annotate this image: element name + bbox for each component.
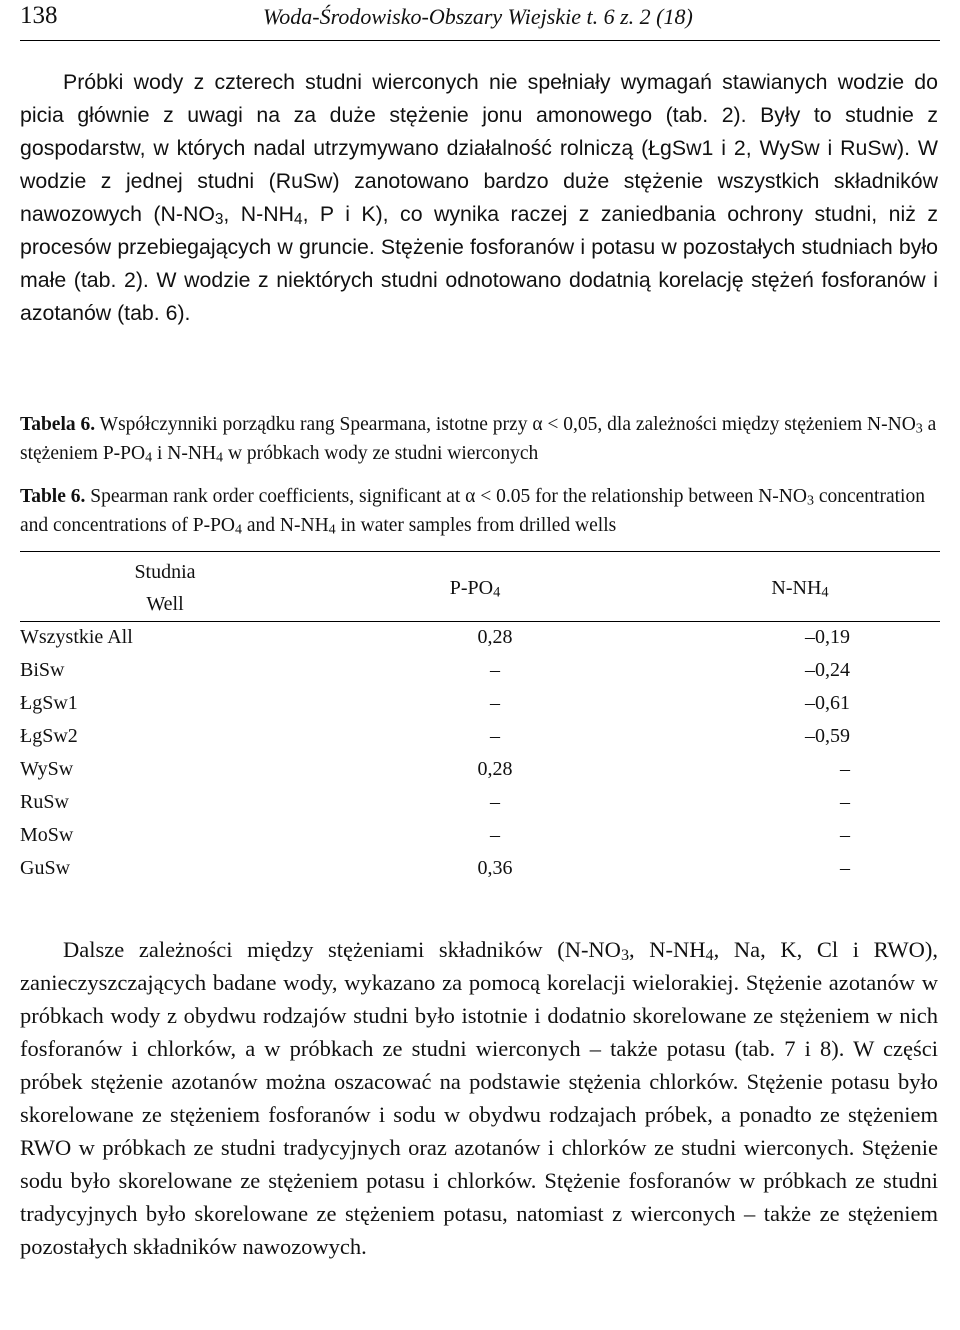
subscript: 4 xyxy=(493,584,501,601)
subscript: 3 xyxy=(915,420,923,437)
cell-nnh4: –0,59 xyxy=(805,725,850,747)
caption-text: w próbkach wody ze studni wierconych xyxy=(223,443,539,464)
cell-ppo4: – xyxy=(490,659,500,681)
table-header-well xyxy=(110,556,220,620)
subscript: 3 xyxy=(806,492,814,509)
subscript: 4 xyxy=(821,584,829,601)
table-header-ppo4 xyxy=(410,572,540,604)
subscript: 4 xyxy=(328,521,336,538)
paragraph-intro xyxy=(20,66,938,330)
subscript: 3 xyxy=(214,210,224,228)
header-text: N-NH xyxy=(771,577,822,599)
cell-ppo4: – xyxy=(490,824,500,846)
caption-text: Współczynniki porządku rang Spearmana, istotne przy α < 0,05, dla zależności między stężeniem N-NO xyxy=(95,414,916,435)
cell-ppo4: – xyxy=(490,791,500,813)
header-text: P-PO xyxy=(449,577,494,599)
cell-ppo4: 0,28 xyxy=(477,626,513,648)
caption-text: and N-NH xyxy=(242,515,329,536)
caption-text: Spearman rank order coefficients, significant at α < 0.05 for the relationship between N-NO xyxy=(85,486,807,507)
caption-text: i N-NH xyxy=(152,443,217,464)
cell-well: MoSw xyxy=(20,824,74,846)
table-row xyxy=(20,621,940,654)
paragraph-text: Próbki wody z czterech studni wierconych nie spełniały wymagań stawianych wodzie do picia głównie z uwagi na za duże stężenie jonu amonowego (tab. 2). Były to studnie z gospodarstw, w których nadal utrzymywano działalność rolniczą (ŁgSw1 i 2, WySw i RuSw). W wodzie z jednej studni (RuSw) zanotowano bardzo duże stężenie wszystkich składników nawozowych (N-NO xyxy=(20,70,938,226)
paragraph-text: , P i K), co wynika raczej z zaniedbania ochrony studni, niż z procesów przebiegających w gruncie. Stężenie fosforanów i potasu w pozostałych studniach było małe (tab. 2). W wodzie z niektórych studni odnotowano dodatnią korelację stężeń fosforanów i azotanów (tab. 6). xyxy=(20,202,938,325)
caption-text: concentration and concentrations of P-PO xyxy=(20,486,925,536)
cell-nnh4: – xyxy=(840,857,850,879)
caption-label: Tabela 6. xyxy=(20,414,96,435)
cell-ppo4: 0,28 xyxy=(477,758,513,780)
page-header xyxy=(20,0,940,41)
cell-nnh4: –0,24 xyxy=(805,659,850,681)
table-row xyxy=(20,654,940,687)
table-caption-pl xyxy=(20,410,938,468)
cell-well: BiSw xyxy=(20,659,65,681)
caption-label: Table 6. xyxy=(20,486,86,507)
cell-nnh4: – xyxy=(840,758,850,780)
cell-well: RuSw xyxy=(20,791,69,813)
paragraph-text: Dalsze zależności między stężeniami składników (N-NO xyxy=(63,937,621,962)
cell-nnh4: – xyxy=(840,824,850,846)
cell-well: GuSw xyxy=(20,857,71,879)
paragraph-discussion xyxy=(20,933,938,1263)
table-row xyxy=(20,786,940,819)
table-caption-en xyxy=(20,482,938,540)
cell-nnh4: – xyxy=(840,791,850,813)
cell-ppo4: – xyxy=(490,725,500,747)
caption-text: in water samples from drilled wells xyxy=(335,515,617,536)
subscript: 4 xyxy=(216,449,224,466)
paragraph-text: , N-NH xyxy=(629,937,706,962)
cell-well: ŁgSw1 xyxy=(20,692,78,714)
cell-nnh4: –0,19 xyxy=(805,626,850,648)
table-row xyxy=(20,720,940,753)
page-number: 138 xyxy=(20,2,58,29)
table-row xyxy=(20,687,940,720)
table-row xyxy=(20,753,940,786)
caption-text: a stężeniem P-PO xyxy=(20,414,937,464)
header-well-pl: Studnia xyxy=(134,561,196,583)
subscript: 4 xyxy=(294,210,303,228)
subscript: 3 xyxy=(620,945,630,964)
table-row xyxy=(20,852,940,885)
running-title: Woda-Środowisko-Obszary Wiejskie t. 6 z. 2 (18) xyxy=(263,4,693,29)
cell-well: ŁgSw2 xyxy=(20,725,78,747)
table-row xyxy=(20,819,940,852)
subscript: 4 xyxy=(235,521,243,538)
paragraph-text: , N-NH xyxy=(223,202,295,226)
cell-ppo4: 0,36 xyxy=(477,857,513,879)
cell-well: Wszystkie All xyxy=(20,626,133,648)
cell-well: WySw xyxy=(20,758,74,780)
header-well-en: Well xyxy=(146,593,184,615)
paragraph-text: , Na, K, Cl i RWO), zanieczyszczających badane wody, wykazano za pomocą korelacji wielorakiej. Stężenie azotanów w próbkach wody z obydwu rodzajów studni było istotnie i dodatnio skorelowane ze stężeniem w nich fosforanów i chlorków, a w próbkach ze studni wierconych – także potasu (tab. 7 i 8). W części próbek stężenie azotanów można oszacować na podstawie stężenia chlorków. Stężenie potasu było skorelowane ze stężeniem fosforanów i sodu w obydwu rodzajach próbek, a ponadto ze stężeniem RWO w próbkach ze studni tradycyjnych oraz azotanów i chlorków ze studni wierconych. Stężenie sodu było skorelowane ze stężeniem potasu i chlorków. Stężenie fosforanów w próbkach ze studni tradycyjnych było skorelowane ze stężeniem potasu, natomiast z wierconych – także ze stężeniem pozostałych składników nawozowych. xyxy=(20,937,938,1259)
cell-ppo4: – xyxy=(490,692,500,714)
subscript: 4 xyxy=(705,945,714,964)
subscript: 4 xyxy=(145,449,153,466)
cell-nnh4: –0,61 xyxy=(805,692,850,714)
table-header-nnh4 xyxy=(730,572,870,604)
table-top-rule xyxy=(20,551,940,552)
